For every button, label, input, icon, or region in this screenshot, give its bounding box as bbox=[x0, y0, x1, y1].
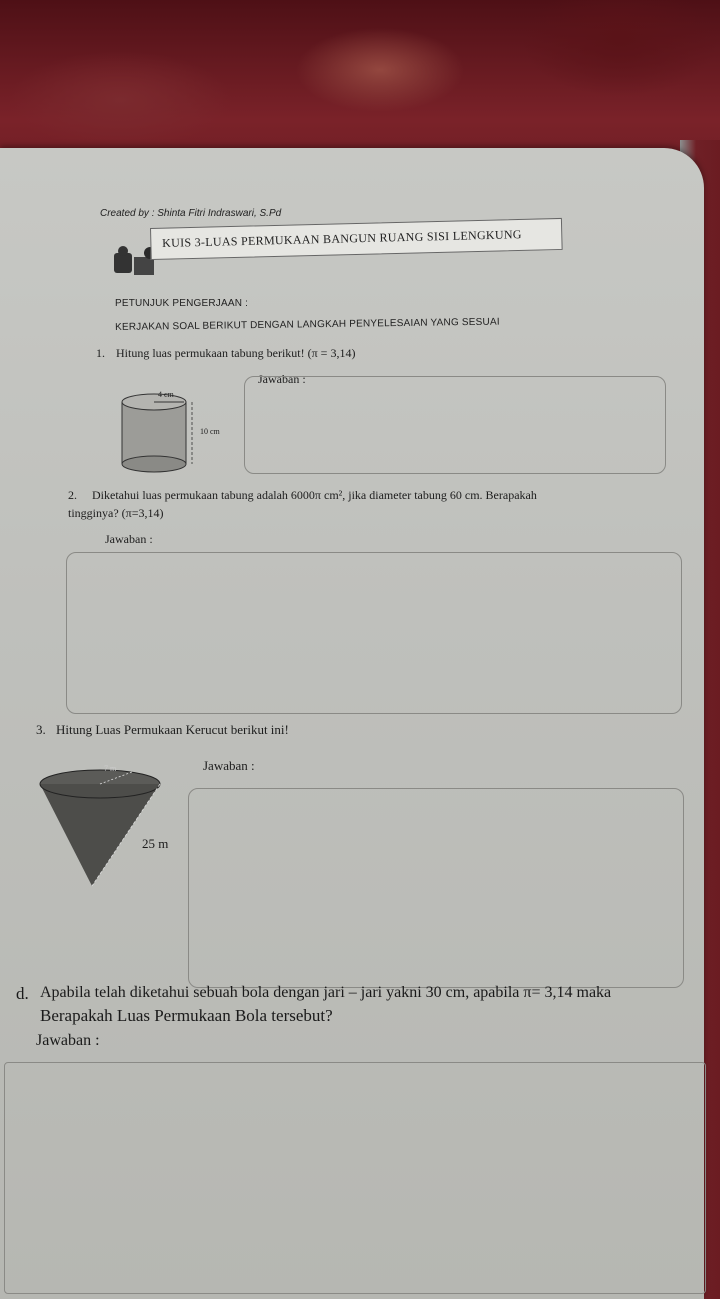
q1-fig-height-label: 10 cm bbox=[200, 427, 220, 436]
quiz-title: KUIS 3-LUAS PERMUKAAN BANGUN RUANG SISI LENGKUNG bbox=[162, 227, 522, 250]
q2-line2: tingginya? (π=3,14) bbox=[68, 506, 164, 520]
q4-number: d. bbox=[16, 984, 29, 1003]
instructions-heading: PETUNJUK PENGERJAAN : bbox=[115, 298, 249, 309]
q2-line1: Diketahui luas permukaan tabung adalah 6000π cm², jika diameter tabung 60 cm. Berapakah bbox=[92, 488, 537, 502]
cylinder-figure bbox=[118, 388, 198, 480]
q1-number: 1. bbox=[96, 346, 105, 360]
q1-fig-radius-label: 4 cm bbox=[158, 390, 174, 399]
q3-answer-box[interactable] bbox=[188, 788, 684, 988]
cone-figure bbox=[36, 760, 169, 890]
q2-answer-box[interactable] bbox=[66, 552, 682, 714]
instructions-text: KERJAKAN SOAL BERIKUT DENGAN LANGKAH PENYELESAIAN YANG SESUAI bbox=[115, 316, 500, 333]
q2-number: 2. bbox=[68, 488, 77, 502]
q3-answer-label: Jawaban : bbox=[203, 758, 255, 773]
q3-number: 3. bbox=[36, 722, 46, 737]
q4-line2: Berapakah Luas Permukaan Bola tersebut? bbox=[40, 1006, 333, 1025]
q3-fig-radius-label: 7 m bbox=[104, 764, 117, 773]
q3-text: Hitung Luas Permukaan Kerucut berikut ini! bbox=[56, 722, 289, 737]
q1-answer-box[interactable] bbox=[244, 376, 666, 474]
q3-fig-slant-label: 25 m bbox=[142, 836, 169, 851]
q4-line1: Apabila telah diketahui sebuah bola dengan jari – jari yakni 30 cm, apabila π= 3,14 maka bbox=[40, 984, 612, 1001]
q2-answer-label: Jawaban : bbox=[105, 532, 153, 546]
q1-text: Hitung luas permukaan tabung berikut! (π = 3,14) bbox=[116, 346, 356, 360]
q4-answer-box[interactable] bbox=[4, 1062, 706, 1294]
author-credit: Created by : Shinta Fitri Indraswari, S.Pd bbox=[100, 208, 282, 219]
q1-answer-label: Jawaban : bbox=[258, 372, 306, 386]
q4-answer-label: Jawaban : bbox=[36, 1032, 100, 1049]
